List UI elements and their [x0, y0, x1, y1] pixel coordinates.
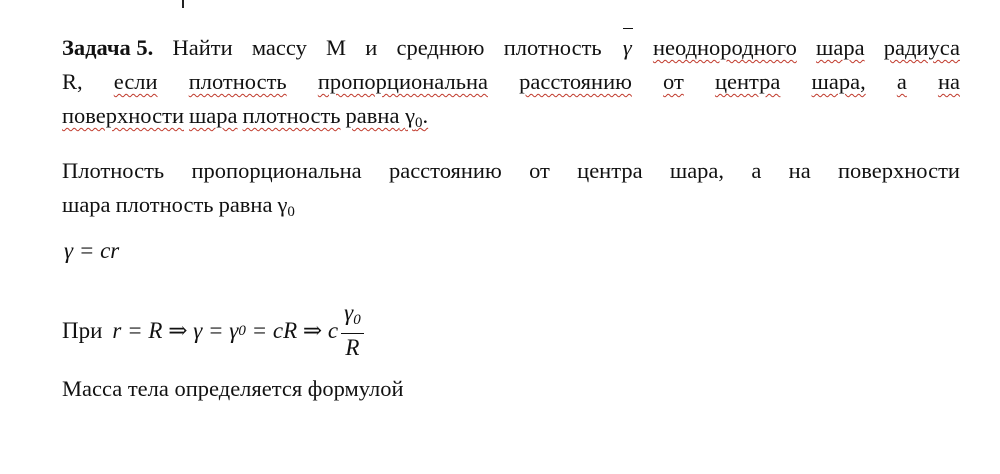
- word: поверхности: [62, 103, 184, 128]
- formula-gamma-cr: γ = cr: [64, 238, 120, 263]
- period: .: [422, 103, 429, 128]
- word: равна: [218, 192, 273, 217]
- gamma-symbol: γ: [277, 192, 288, 217]
- word: и: [365, 35, 378, 60]
- gamma-symbol: γ: [344, 300, 354, 325]
- word: плотность: [503, 35, 602, 60]
- formula-continuation: = cR ⇒ c: [245, 318, 339, 343]
- word: плотность: [242, 103, 341, 128]
- word: пропорциональна: [191, 158, 362, 183]
- word: расстоянию: [519, 69, 632, 94]
- word: пропорциональна: [317, 69, 488, 94]
- word: Плотность: [62, 158, 165, 183]
- word: массу: [251, 35, 307, 60]
- word: шара: [816, 35, 865, 60]
- word: центра: [577, 158, 643, 183]
- task-statement: [62, 31, 960, 140]
- word: на: [937, 69, 960, 94]
- task-line-1: [62, 31, 960, 65]
- gamma-symbol: γ: [405, 103, 416, 128]
- word: расстоянию: [388, 158, 502, 183]
- word: центра: [714, 69, 781, 94]
- word: М: [326, 35, 347, 60]
- gamma0-group: [277, 188, 294, 229]
- formula-boundary-condition: [62, 300, 364, 362]
- text-cursor-mark: [182, 0, 184, 8]
- density-paragraph: [62, 154, 960, 229]
- word: среднюю: [396, 35, 485, 60]
- gamma-bar-symbol: γ: [621, 31, 634, 65]
- task-line-3: [62, 99, 960, 140]
- word: шара: [188, 103, 238, 128]
- gamma0-group: [346, 99, 429, 140]
- word: R,: [62, 69, 83, 94]
- word: шара: [62, 192, 111, 217]
- word: шара,: [811, 69, 866, 94]
- subscript: 0: [415, 115, 423, 131]
- task-line-2: [62, 65, 960, 99]
- fraction-numerator: [341, 300, 364, 334]
- word: радиуса: [883, 35, 960, 60]
- subscript: 0: [238, 322, 246, 339]
- fraction-denominator: R: [345, 335, 360, 360]
- word: плотность: [115, 192, 214, 217]
- word: неоднородного: [652, 35, 797, 60]
- subscript: 0: [287, 204, 295, 220]
- word: а: [896, 69, 907, 94]
- word: шара,: [669, 158, 725, 183]
- word: плотность: [188, 69, 287, 94]
- word: а: [751, 158, 762, 183]
- word: на: [788, 158, 811, 183]
- density-line-1: [62, 154, 960, 188]
- word: от: [663, 69, 684, 94]
- word: равна: [345, 103, 400, 128]
- word: если: [113, 69, 158, 94]
- task-label: Задача 5.: [62, 35, 154, 60]
- word: поверхности: [837, 158, 960, 183]
- fraction: [341, 300, 364, 362]
- subscript: 0: [353, 312, 361, 328]
- word: Найти: [172, 35, 233, 60]
- formula-expression: r = R ⇒ γ = γ: [112, 318, 239, 343]
- formula-prefix: При: [62, 318, 103, 343]
- density-line-2: [62, 188, 960, 229]
- mass-formula-intro: Масса тела определяется формулой: [62, 376, 404, 401]
- word: от: [529, 158, 550, 183]
